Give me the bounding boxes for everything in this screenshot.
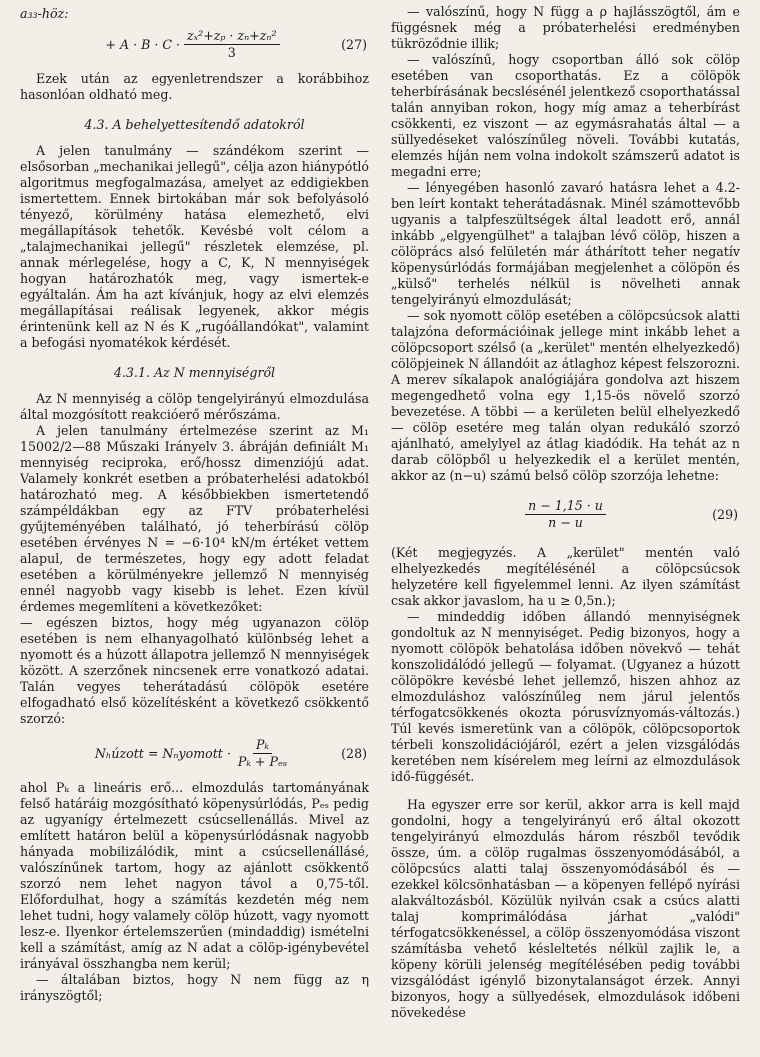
paragraph-bullet-group: — valószínű, hogy csoportban álló sok cölöp esetében van csoporthatás. Ez a cölöpök teherbírásának becslésénél jelentkező csoporthatással talán annyiban rokon, hogy míg amaz a teherbírást csökkenti, ez viszont — az egymásrahatás által — a süllyedéseket valószínűleg növeli. További kutatás, elemzés híján nem volna indokolt számszerű adatot is megadni erre; <box>391 52 740 179</box>
eq28-lhs: Nₕúzott = Nₙyomott · <box>94 745 231 761</box>
paragraph-bullet-time: — mindeddig időben állandó mennyiségnek gondoltuk az N mennyiséget. Pedig bizonyos, hogy a nyomott cölöpök behatolása időben növekvő — tehát konszolidálódó jellegű — folyamat. (Ugyanez a húzott cölöpökre kevésbé lehet jellemző, hiszen ahhoz az elmozduláshoz valószínűleg nem járul jelentős térfogatcsökkenés okozta pórusvíznyomás-változás.) Túl kevés ismeretünk van a cölöpök, cölöpcsoportok térbeli konszolidációjáról, ezért a jelen vizsgálódás keretében nem kísérelem meg leírni az elmozdulások idő-függését. <box>391 609 740 784</box>
section-heading-4-3-1: 4.3.1. Az N mennyiségről <box>113 365 276 380</box>
paragraph-future: Ha egyszer erre sor kerül, akkor arra is kell majd gondolni, hogy a tengelyirányú erő által okozott tengelyirányú elmozdulás három részből tevődik össze, úm. a cölöp rugalmas összenyomódásából, a cölöpcsúcs alatti talaj összenyomódásából és — ezekkel kölcsönhatásban — a köpenyen fellépő nyírási alakváltozásból. Közülük nyilván csak a csúcs alatti talaj komprimálódása járhat „valódi" térfogatcsökkenéssel, a cölöp összenyomódása viszont számításba vehető késleltetés nélkül zajlik le, a köpeny körüli jelenség megítélésében pedig további vizsgálódást igénylő bizonytalanságot érzek. Annyi bizonyos, hogy a süllyedések, elmozdulások időbeni növekedése <box>391 797 740 1020</box>
paragraph-n-interpretation: A jelen tanulmány értelmezése szerint az M₁ 15002/2—88 Műszaki Irányelv 3. ábráján definiált M₁ mennyiség reciproka, erő/hossz dimenziójú adat. Valamely konkrét esetben a próbaterhelési adatokból határozható meg. A későbbiekben ismertetendő számpéldákban egy az FTV próbaterhelési gyűjteményében található, jó teherbírású cölöp esetében érvényes N = −6·10⁴ kN/m értéket vettem alapul, de természetes, hogy egy adott feladat esetében a körülményekre jellemző N mennyiség ennél nagyobb vagy kisebb is lehet. Ezen kívül érdemes megemlíteni a következőket: <box>20 423 369 614</box>
eq28-fraction <box>235 737 290 770</box>
eq27-lhs: + A · B · C · <box>105 36 181 52</box>
equation-29 <box>391 498 740 531</box>
paragraph-bullet-rho: — valószínű, hogy N függ a ρ hajlásszögtől, ám e függésnek még a próbaterhelési eredményben tükröződnie illik; <box>391 4 740 51</box>
paragraph-bullet-perimeter: — sok nyomott cölöp esetében a cölöpcsúcsok alatti talajzóna deformációinak jellege mint inkább lehet a cölöpcsoport szélső (a „kerület" mentén elhelyezkedő) cölöpjeinek N állandóit az átlaghoz képest felszorozni. A merev síkalapok analógiájára gondolva azt hiszem megengedhető volna egy 1,15-ös növelő szorzó bevezetése. A többi — a kerületen belül elhelyezkedő — cölöp esetére meg talán olyan redukáló szorzó ajánlható, amelylyel az átlag kiadódik. Ha tehát az n darab cölöpből u helyezkedik el a kerület mentén, akkor az (n−u) számú belső cölöp szorzója lehetne: <box>391 308 740 483</box>
eq27-denominator: 3 <box>227 45 236 60</box>
eq28-numerator: Pₖ <box>253 737 272 754</box>
intro-line: a₃₃-höz: <box>20 6 69 21</box>
section-heading-4-3: 4.3. A behelyettesítendő adatokról <box>84 117 305 132</box>
eq28-denominator: Pₖ + Pₑₛ <box>237 754 288 769</box>
paragraph-bullet-contact: — lényegében hasonló zavaró hatásra lehet a 4.2-ben leírt kontakt teherátadásnak. Minél számottevőbb ugyanis a talpfeszültségek által leadott erő, annál inkább „elgyengülhet" a talajban lévő cölöp, hiszen a cölöprács alsó felületén már áthárított teher negatív köpenysúrlódás formájában megjelenhet a cölöpön és „külső" terhelés nélkül is növelheti annak tengelyirányú elmozdulását; <box>391 180 740 307</box>
right-column <box>391 4 740 1057</box>
eq27-numerator: zₓ²+zₚ · zₙ+zₙ² <box>184 28 279 45</box>
equation-28 <box>20 737 369 770</box>
eq27-fraction <box>184 28 279 61</box>
equation-27 <box>20 28 369 61</box>
paragraph-bullet-angle: — általában biztos, hogy N nem függ az η irányszögtől; <box>20 972 369 1003</box>
paragraph-where: ahol Pₖ a lineáris erő... elmozdulás tartományának felső határáig mozgósítható köpenysúrlódás, Pₑₛ pedig az ugyanígy értelmezett csúcsellenállás. Mivel az említett határon belül a köpenysúrlódásnak nagyobb hányada mobilizálódik, mint a csúcsellenállásé, valószínűnek tartom, hogy az ajánlott csökkentő szorzó nem lehet nagyon távol a 0,75-től. Előfordulhat, hogy a számítás kezdetén még nem lehet tudni, hogy valamely cölöp húzott, vagy nyomott lesz-e. Ilyenkor értelemszerűen (mindaddig) ismételni kell a számítást, amíg az N adat a cölöp-igénybevétel irányával összhangba nem kerül; <box>20 780 369 971</box>
paragraph-remark: (Két megjegyzés. A „kerület" mentén való elhelyezkedés megítélésénél a cölöpcsúcsok helyzetére kell figyelemmel lenni. Az ilyen számítást csak akkor javaslom, ha u ≥ 0,5n.); <box>391 545 740 608</box>
paragraph-intro: A jelen tanulmány — szándékom szerint — elsősorban „mechanikai jellegű", célja azon hiánypótló algoritmus megfogalmazása, amelyet az eddigiekben ismertettem. Ennek birtokában már sok befolyásoló tényező, körülmény hatása elemezhető, elvi megállapítások tehetők. Kevésbé volt célom a „talajmechanikai jellegű" részletek elemzése, pl. annak mérlegelése, hogy a C, K, N mennyiségek hogyan határozhatók meg, vagy ismertek-e egyáltalán. Ám ha azt kívánjuk, hogy az elvi elemzés megállapításai reálisak legyenek, akkor mégis érintenünk kell az N és K „rugóállandókat", valamint a befogási nyomatékok kérdését. <box>20 143 369 350</box>
eq29-numerator: n − 1,15 · u <box>525 498 606 515</box>
paragraph-bullet-certain: — egészen biztos, hogy még ugyanazon cölöp esetében is nem elhanyagolható különbség lehet a nyomott és a húzott állapotra jellemző N mennyiségek között. A szerzőnek nincsenek erre vonatkozó adatai. Talán vegyes teherátadású cölöpök esetére elfogadható első közelítésként a következő csökkentő szorzó: <box>20 615 369 726</box>
paragraph-n-definition: Az N mennyiség a cölöp tengelyirányú elmozdulása által mozgósított reakcióerő mérőszáma. <box>20 391 369 422</box>
eq29-denominator: n − u <box>548 515 583 530</box>
paragraph-after-27: Ezek után az egyenletrendszer a korábbihoz hasonlóan oldható meg. <box>20 71 369 102</box>
eq28-number: (28) <box>341 745 367 761</box>
left-column <box>20 4 369 1057</box>
eq27-number: (27) <box>341 36 367 52</box>
eq29-fraction <box>525 498 606 531</box>
eq29-number: (29) <box>712 506 738 522</box>
